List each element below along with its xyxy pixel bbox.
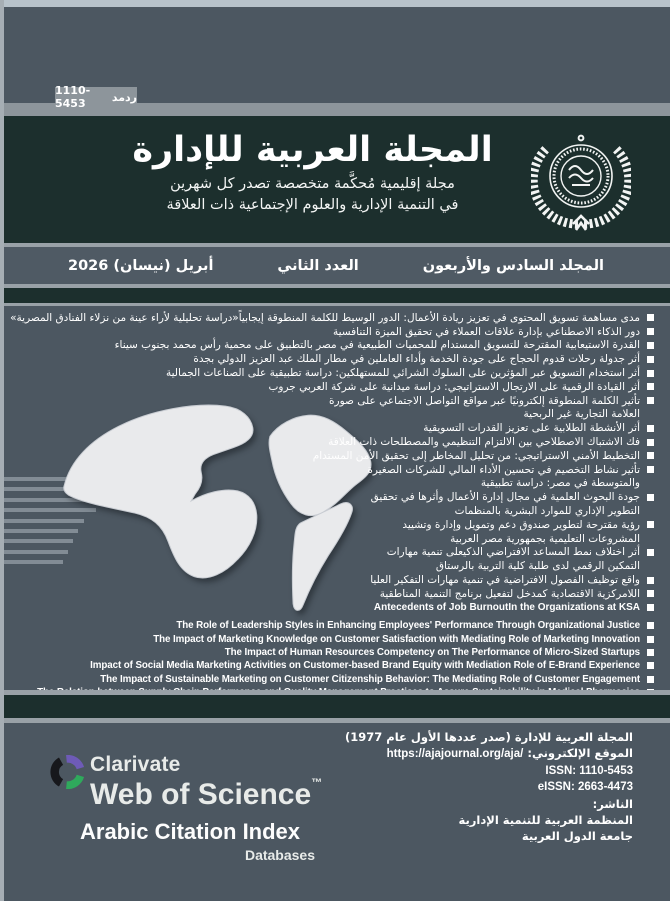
article-title-text: التخطيط الأمني الاستراتيجي: من تحليل المخاطر إلى تحقيق الأمن المستدام — [312, 449, 640, 462]
publisher-organization: المنظمة العربية للتنمية الإدارية — [458, 813, 633, 828]
volume-bar — [0, 243, 670, 288]
article-title-text: The Role of Leadership Styles in Enhancing Employees' Performance Through Organizational Justice — [176, 620, 640, 632]
article-title-row — [524, 408, 654, 422]
bullet-square-icon — [647, 604, 654, 611]
article-list-arabic — [10, 311, 654, 615]
bullet-square-icon — [647, 676, 654, 683]
article-title-text: تأثير الكلمة المنطوقة إلكترونيًا عبر مواقع التواصل الاجتماعي على صورة — [329, 394, 640, 407]
arab-organization-emblem-icon — [531, 128, 631, 232]
bullet-square-icon — [647, 662, 654, 669]
article-title-text: فك الاشتباك الاصطلاحي بين الالتزام التنظيمي والمصطلحات ذات العلاقة — [328, 436, 640, 449]
article-title-text: اللامركزية الاقتصادية كمدخل لتفعيل برنامج التنمية المناطقية — [379, 587, 640, 600]
bullet-square-icon — [647, 494, 654, 501]
article-title-row — [380, 587, 654, 601]
bullet-square-icon — [647, 397, 654, 404]
bullet-square-icon — [647, 425, 654, 432]
issn-badge-number: 1110-5453 — [55, 84, 91, 110]
bullet-square-icon — [647, 370, 654, 377]
web-of-science-label: Web of Science — [90, 778, 312, 811]
article-title-text: Impact of Social Media Marketing Activities on Customer-based Brand Equity with Mediation Role of E-Brand Experience — [90, 660, 640, 672]
article-title-row — [115, 339, 654, 353]
bullet-square-icon — [647, 342, 654, 349]
article-title-row — [481, 477, 654, 491]
bullet-square-icon — [647, 649, 654, 656]
article-title-text: المشروعات التعليمية بجمهورية مصر العربية — [450, 532, 640, 545]
website-url: https://ajajournal.org/aja/ — [386, 748, 524, 761]
article-title-text: أثر استخدام التسويق عبر المؤثرين على السلوك الشرائي للمستهلكين: دراسة تطبيقية على الصناعات الجمالية — [166, 367, 640, 380]
bullet-square-icon — [647, 452, 654, 459]
article-title-row — [176, 619, 654, 632]
title-block — [100, 130, 525, 216]
article-title-row — [387, 546, 654, 560]
web-of-science-text — [90, 777, 322, 812]
article-title-row — [329, 394, 654, 408]
bullet-square-icon — [647, 383, 654, 390]
article-title-text: القدرة الاستيعابية المقترحة للتسويق المستدام للمحميات الطبيعية في مصر بالتطبيق على محمية رأس محمد بجنوب سيناء — [114, 339, 640, 352]
journal-subtitle-line2: في التنمية الإدارية والعلوم الإجتماعية ذات العلاقة — [166, 197, 459, 213]
issn-badge-label: ردمد — [111, 90, 137, 104]
bullet-square-icon — [647, 521, 654, 528]
separator-band-top — [0, 288, 670, 306]
left-border — [0, 0, 4, 901]
article-title-text: جودة البحوث العلمية في مجال إدارة الأعمال وأثرها في تحقيق — [370, 491, 640, 504]
article-title-row — [436, 559, 654, 573]
article-title-text: أثر الأنشطة الطلابية على تعزيز القدرات التسويقية — [423, 422, 640, 435]
article-title-text: The Impact of Marketing Knowledge on Customer Satisfaction with Mediating Role of Marketing Innovation — [153, 633, 640, 645]
article-title-text: رؤية مقترحة لتطوير صندوق دعم وتمويل وإدارة وتشييد — [402, 518, 640, 531]
issue-date: أبريل (نيسان) 2026 — [68, 257, 214, 274]
article-title-row — [313, 449, 654, 463]
article-title-text: The Impact of Human Resources Competency on The Performance of Micro-Sized Startups — [224, 646, 640, 658]
clarivate-mark-icon — [50, 755, 86, 789]
article-title-text: التطوير الإداري للموارد البشرية بالمنظمات — [454, 505, 640, 518]
article-title-row — [423, 421, 654, 435]
article-title-row — [333, 325, 654, 339]
bullet-square-icon — [647, 439, 654, 446]
bullet-square-icon — [647, 466, 654, 473]
issn-line: ISSN: 1110-5453 — [545, 764, 633, 777]
article-title-row — [166, 366, 654, 380]
bullet-square-icon — [647, 636, 654, 643]
journal-website-line — [345, 745, 633, 762]
article-title-row — [269, 380, 655, 394]
article-title-row — [455, 504, 654, 518]
article-title-row — [225, 646, 654, 659]
issn-badge — [55, 84, 137, 110]
article-title-row — [371, 490, 654, 504]
masthead — [0, 116, 670, 243]
article-title-row — [100, 673, 654, 686]
article-title-row — [402, 518, 654, 532]
article-title-text: واقع توظيف الفصول الافتراضية في تنمية مهارات التفكير العليا — [370, 574, 640, 587]
article-title-text: أثر القيادة الرقمية على الارتجال الاستراتيجي: دراسة ميدانية على شركة العربي جروب — [268, 380, 640, 393]
top-border — [0, 0, 670, 7]
issue-number: العدد الثاني — [277, 257, 359, 274]
journal-info — [345, 729, 633, 845]
article-list-english — [37, 619, 654, 699]
clarivate-brand-text: Clarivate — [90, 753, 181, 776]
article-title-row — [374, 601, 654, 615]
article-title-text: التمكين الرقمي لدى طلبة كلية التربية بالرستاق — [435, 560, 640, 573]
bullet-square-icon — [647, 549, 654, 556]
bullet-square-icon — [647, 577, 654, 584]
bullet-square-icon — [647, 314, 654, 321]
article-title-text: أثر جدولة رحلات قدوم الحجاج على جودة الخدمة وأداء العاملين في مطار الملك عبد العزيز الدولي بجدة — [193, 353, 640, 366]
bullet-square-icon — [647, 622, 654, 629]
article-title-text: Antecedents of Job BurnoutIn the Organizations at KSA — [373, 602, 640, 614]
journal-info-founding: المجلة العربية للإدارة (صدر عددها الأول عام 1977) — [345, 730, 633, 744]
journal-title: المجلة العربية للإدارة — [132, 130, 493, 170]
article-title-row — [450, 532, 654, 546]
publisher-label: الناشر: — [592, 796, 633, 811]
arabic-citation-index-text: Arabic Citation Index — [80, 819, 301, 844]
article-title-row — [153, 632, 654, 645]
article-title-text: مدى مساهمة تسويق المحتوى في تعزيز ريادة الأعمال: الدور الوسيط للكلمة المنطوقة إيجابياً«دراسة تحليلية لأراء عينة من نزلاء الفنادق المصرية» — [10, 311, 640, 324]
article-title-row — [370, 573, 654, 587]
article-title-text: تأثير نشاط التخصيم في تحسين الأداء المالي للشركات الصغيرة — [367, 463, 640, 476]
article-title-text: والمتوسطة في مصر: دراسة تطبيقية — [480, 477, 640, 490]
bullet-square-icon — [647, 328, 654, 335]
article-title-row — [10, 311, 654, 325]
article-title-text: دور الذكاء الاصطناعي بإدارة علاقات العملاء في تحقيق الميزة التنافسية — [332, 325, 640, 338]
article-title-text: العلامة التجارية غير الربحية — [523, 408, 640, 421]
separator-band-bottom — [0, 695, 670, 723]
eissn-line: eISSN: 2663-4473 — [537, 781, 633, 794]
trademark-symbol: ™ — [311, 777, 323, 789]
article-title-text: أثر اختلاف نمط المساعد الافتراضي الذكيعلى تنمية مهارات — [386, 546, 640, 559]
website-label: الموقع الإلكتروني: — [527, 746, 633, 761]
bullet-square-icon — [647, 356, 654, 363]
databases-text: Databases — [244, 847, 315, 863]
article-title-row — [90, 659, 654, 672]
article-title-row — [328, 435, 654, 449]
journal-subtitle-line1: مجلة إقليمية مُحكَّمة متخصصة تصدر كل شهرين — [170, 176, 455, 192]
article-title-text: The Impact of Sustainable Marketing on Customer Citizenship Behavior: The Mediating Role of Customer Engagement — [100, 673, 640, 685]
article-title-row — [367, 463, 654, 477]
volume-number: المجلد السادس والأربعون — [422, 257, 604, 274]
bullet-square-icon — [647, 590, 654, 597]
publisher-league: جامعة الدول العربية — [521, 829, 633, 844]
article-title-row — [193, 352, 654, 366]
